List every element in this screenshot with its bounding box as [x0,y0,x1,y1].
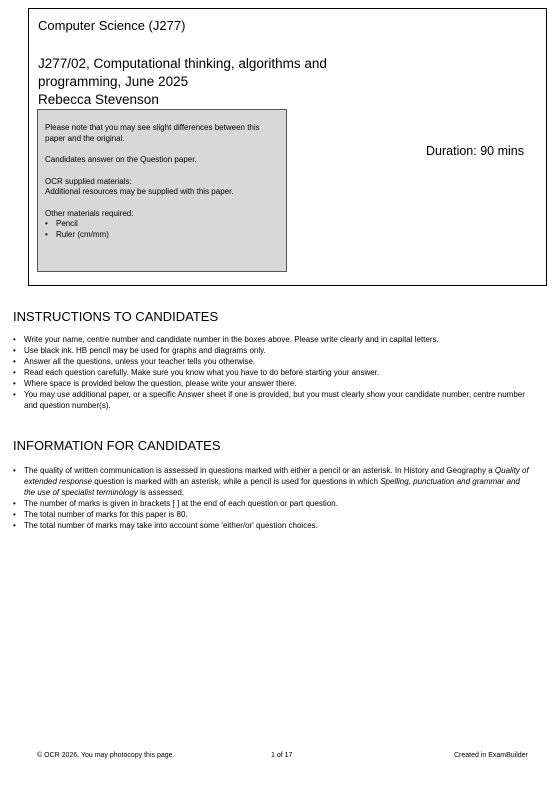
instruction-item: • You may use additional paper, or a specific Answer sheet if one is provided, but you must clearly show your candidate number, centre number and question number(s). [13,389,533,411]
information-item: • The number of marks is given in brackets [ ] at the end of each question or part question. [13,498,533,509]
cover-box [28,8,547,286]
other-material-item: • Pencil [45,219,279,230]
information-heading: INFORMATION FOR CANDIDATES [13,438,221,453]
note-answer-location: Candidates answer on the Question paper. [45,155,197,164]
course-title: Computer Science (J277) [38,18,186,33]
notes-box [37,109,287,272]
duration-value: 90 mins [480,144,524,158]
information-list [13,465,533,531]
instruction-item: • Read each question carefully. Make sure you know what you have to do before starting your answer. [13,367,533,378]
other-materials-heading: Other materials required: [45,208,134,218]
instruction-item: • Write your name, centre number and candidate number in the boxes above. Please write clearly and in capital letters. [13,334,533,345]
instructions-heading: INSTRUCTIONS TO CANDIDATES [13,309,219,324]
instruction-item: • Use black ink. HB pencil may be used for graphs and diagrams only. [13,345,533,356]
paper-title: J277/02, Computational thinking, algorithms and programming, June 2025 [38,56,327,89]
instructions-list [13,334,533,411]
supplied-materials-text: Additional resources may be supplied with this paper. [45,187,234,196]
other-materials-list [45,219,279,240]
instruction-item: • Answer all the questions, unless your teacher tells you otherwise. [13,356,533,367]
footer-copyright: © OCR 2026. You may photocopy this page. [37,752,175,759]
author-name: Rebecca Stevenson [38,92,159,107]
information-item: • The total number of marks may take into account some 'either/or' question choices. [13,520,533,531]
footer-creator: Created in ExamBuilder [454,752,528,759]
duration-label: Duration: [426,144,477,158]
footer-page-number: 1 of 17 [271,752,293,759]
duration [426,144,524,158]
information-item: • The total number of marks for this paper is 80. [13,509,533,520]
note-differences: Please note that you may see slight differences between this paper and the original. [45,123,260,143]
other-material-item: • Ruler (cm/mm) [45,230,279,241]
instruction-item: • Where space is provided below the question, please write your answer there. [13,378,533,389]
supplied-materials-heading: OCR supplied materials: [45,176,132,186]
information-item: • The quality of written communication is assessed in questions marked with either a pencil or an asterisk. In History and Geography a Quality of extended response question is marked with an asterisk, while a pencil is used for questions in which Spelling, punctuation and grammar and the use of specialist terminology is assessed. [13,465,533,498]
